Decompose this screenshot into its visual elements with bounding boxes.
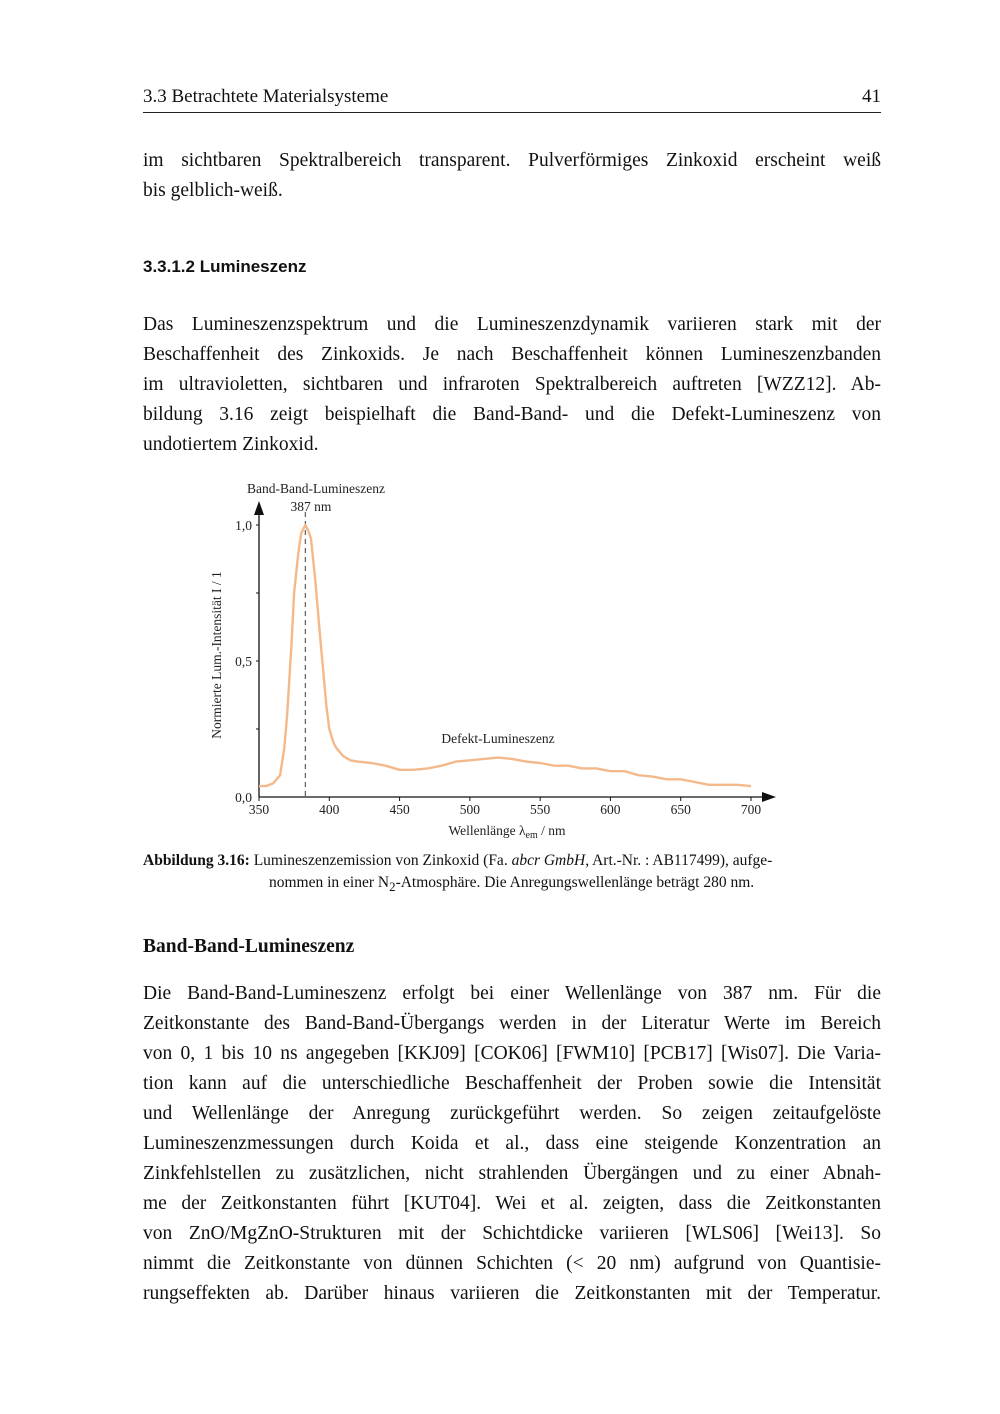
y-tick-label: 1,0 <box>235 518 252 533</box>
text-line: undotiertem Zinkoxid. <box>143 434 319 455</box>
caption-subscript: 2 <box>389 879 396 895</box>
text-line: und Wellenlänge der Anregung zurückgeführt werden. So zeigen zeitaufgelöste <box>143 1103 881 1124</box>
caption-label: Abbildung 3.16: <box>143 852 250 869</box>
defect-annotation: Defekt-Lumineszenz <box>441 731 555 746</box>
text-line: rungseffekten ab. Darüber hinaus variieren die Zeitkonstanten mit der Temperatur. <box>143 1283 881 1304</box>
y-tick-label: 0,5 <box>235 654 252 669</box>
caption-text: , Art.-Nr. : AB117499), aufge- <box>585 852 773 869</box>
x-tick-label: 400 <box>319 802 340 817</box>
peak-title-annotation: Band-Band-Lumineszenz <box>247 481 385 496</box>
text-line: bildung 3.16 zeigt beispielhaft die Band-Band- und die Defekt-Lumineszenz von <box>143 404 881 425</box>
x-tick-label: 600 <box>600 802 621 817</box>
caption-company: abcr GmbH <box>511 852 586 869</box>
intro-paragraph <box>143 146 881 206</box>
text-line: me der Zeitkonstanten führt [KUT04]. Wei et al. zeigten, dass die Zeitkonstanten <box>143 1193 881 1214</box>
running-header-section: 3.3 Betrachtete Materialsysteme <box>143 86 389 107</box>
y-tick-label: 0,0 <box>235 790 252 805</box>
y-axis-label: Normierte Lum.-Intensität I / 1 <box>209 571 224 739</box>
text-line: von 0, 1 bis 10 ns angegeben [KKJ09] [COK06] [FWM10] [PCB17] [Wis07]. Die Varia- <box>143 1043 881 1064</box>
caption-text: -Atmosphäre. Die Anregungswellenlänge beträgt 280 nm. <box>395 874 755 891</box>
text-line: Zeitkonstante des Band-Band-Übergangs werden in der Literatur Werte im Bereich <box>143 1013 881 1034</box>
text-line: nimmt die Zeitkonstante von dünnen Schichten (< 20 nm) aufgrund von Quantisie- <box>143 1253 881 1274</box>
paragraph-band-band <box>143 979 881 1309</box>
x-tick-label: 550 <box>530 802 551 817</box>
text-line: Das Lumineszenzspektrum und die Lumineszenzdynamik variieren stark mit der <box>143 314 881 335</box>
x-tick-label: 700 <box>740 802 762 817</box>
header-rule <box>143 112 881 113</box>
paragraph-lumineszenz <box>143 310 881 460</box>
section-heading-band-band: Band-Band-Lumineszenz <box>143 936 355 957</box>
text-line: Beschaffenheit des Zinkoxids. Je nach Beschaffenheit können Lumineszenzbanden <box>143 344 881 365</box>
figure-caption <box>143 850 883 898</box>
text-line: im ultravioletten, sichtbaren und infraroten Spektralbereich auftreten [WZZ12]. Ab- <box>143 374 881 395</box>
y-axis-arrow <box>254 501 264 515</box>
x-axis-arrow <box>762 792 776 802</box>
text-line: bis gelblich-weiß. <box>143 180 283 201</box>
x-axis-label: Wellenlänge $\lambda_{em}$ / nm <box>448 823 566 841</box>
spectrum-line <box>259 525 751 786</box>
text-line: Die Band-Band-Lumineszenz erfolgt bei einer Wellenlänge von 387 nm. Für die <box>143 983 881 1004</box>
caption-text: nommen in einer N <box>269 874 390 891</box>
x-tick-label: 450 <box>389 802 410 817</box>
caption-text: Lumineszenzemission von Zinkoxid (Fa. <box>253 852 512 869</box>
page-number: 41 <box>862 86 881 107</box>
x-tick-label: 350 <box>248 802 270 817</box>
text-line: im sichtbaren Spektralbereich transparent. Pulverförmiges Zinkoxid erscheint weiß <box>143 150 881 171</box>
x-tick-label: 500 <box>459 802 480 817</box>
peak-value-annotation: 387 nm <box>290 499 332 514</box>
text-line: Zinkfehlstellen zu zusätzlichen, nicht strahlenden Übergängen und zu einer Abnah- <box>143 1163 881 1184</box>
subsection-heading: 3.3.1.2 Lumineszenz <box>143 257 307 276</box>
text-line: von ZnO/MgZnO-Strukturen mit der Schichtdicke variieren [WLS06] [Wei13]. So <box>143 1223 881 1244</box>
text-line: Lumineszenzmessungen durch Koida et al., dass eine steigende Konzentration an <box>143 1133 881 1154</box>
luminescence-chart <box>0 470 1000 850</box>
text-line: tion kann auf die unterschiedliche Beschaffenheit der Proben sowie die Intensität <box>143 1073 881 1094</box>
x-tick-label: 650 <box>670 802 691 817</box>
